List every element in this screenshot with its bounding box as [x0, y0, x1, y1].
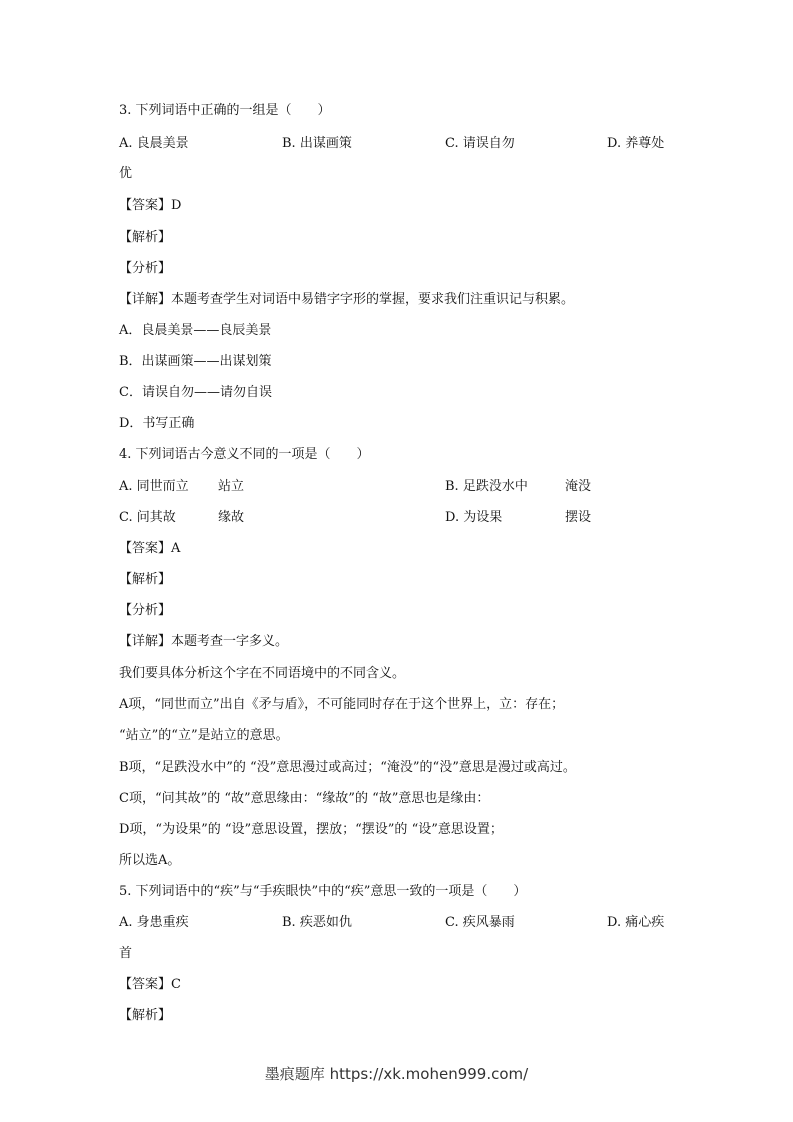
q4-body-line: B项，“足跌没水中”的 “没”意思漫过或高过；“淹没”的“没”意思是漫过或高过。 [119, 760, 576, 775]
q4-body-line: D项，“为设果”的 “设”意思设置，摆放；“摆设”的 “设”意思设置； [119, 822, 503, 837]
q3-option-a: A. 良晨美景 [119, 136, 189, 151]
q4-option-b: B. 足跌没水中 [445, 479, 528, 494]
q5-stem: 5. 下列词语中的“疾”与“手疾眼快”中的“疾”意思一致的一项是（ ） [119, 884, 527, 899]
q3-explanation-c: C．请误自勿——请勿自误 [119, 385, 272, 400]
q3-option-d: D. 养尊处 [607, 136, 665, 151]
q4-option-a-word: 站立 [218, 479, 245, 494]
q3-answer: 【答案】D [119, 198, 182, 213]
q3-fenxi-label: 【分析】 [119, 261, 172, 276]
q5-option-d-wrap: 首 [119, 946, 133, 961]
q3-stem: 3. 下列词语中正确的一组是（ ） [119, 103, 331, 118]
q4-option-d-word: 摆设 [565, 510, 592, 525]
q4-option-c: C. 问其故 [119, 510, 176, 525]
q3-option-b: B. 出谋画策 [282, 136, 352, 151]
q4-answer: 【答案】A [119, 541, 181, 556]
q3-explanation-b: B．出谋画策——出谋划策 [119, 354, 272, 369]
q3-detail: 【详解】本题考查学生对词语中易错字字形的掌握，要求我们注重识记与积累。 [119, 292, 575, 307]
q5-option-c: C. 疾风暴雨 [445, 915, 515, 930]
q4-option-a: A. 同世而立 [119, 479, 189, 494]
q3-option-d-wrap: 优 [119, 166, 133, 181]
q4-body-line: 所以选A。 [119, 853, 181, 868]
q4-fenxi-label: 【分析】 [119, 603, 172, 618]
q4-option-b-word: 淹没 [565, 479, 592, 494]
q4-body-line: A项，“同世而立”出自《矛与盾》，不可能同时存在于这个世界上，立：存在； [119, 697, 565, 712]
q5-option-b: B. 疾恶如仇 [282, 915, 352, 930]
q5-analysis-label: 【解析】 [119, 1008, 172, 1023]
q4-option-d: D. 为设果 [445, 510, 503, 525]
footer-watermark: 墨痕题库 https://xk.mohen999.com/ [264, 1065, 529, 1083]
q4-detail: 【详解】本题考查一字多义。 [119, 634, 289, 649]
q3-explanation-d: D．书写正确 [119, 416, 195, 431]
q4-body-line: 我们要具体分析这个字在不同语境中的不同含义。 [119, 666, 406, 681]
q4-body-line: “站立”的“立”是站立的意思。 [119, 728, 289, 743]
q4-body-line: C项，“问其故”的 “故”意思缘由：“缘故”的 “故”意思也是缘由： [119, 791, 490, 806]
q3-option-c: C. 请误自勿 [445, 136, 515, 151]
q5-option-a: A. 身患重疾 [119, 915, 189, 930]
q4-option-c-word: 缘故 [218, 510, 245, 525]
q5-answer: 【答案】C [119, 977, 181, 992]
q3-analysis-label: 【解析】 [119, 230, 172, 245]
q3-explanation-a: A．良晨美景——良辰美景 [119, 323, 272, 338]
q4-analysis-label: 【解析】 [119, 572, 172, 587]
q5-option-d: D. 痛心疾 [607, 915, 665, 930]
q4-stem: 4. 下列词语古今意义不同的一项是（ ） [119, 447, 370, 462]
